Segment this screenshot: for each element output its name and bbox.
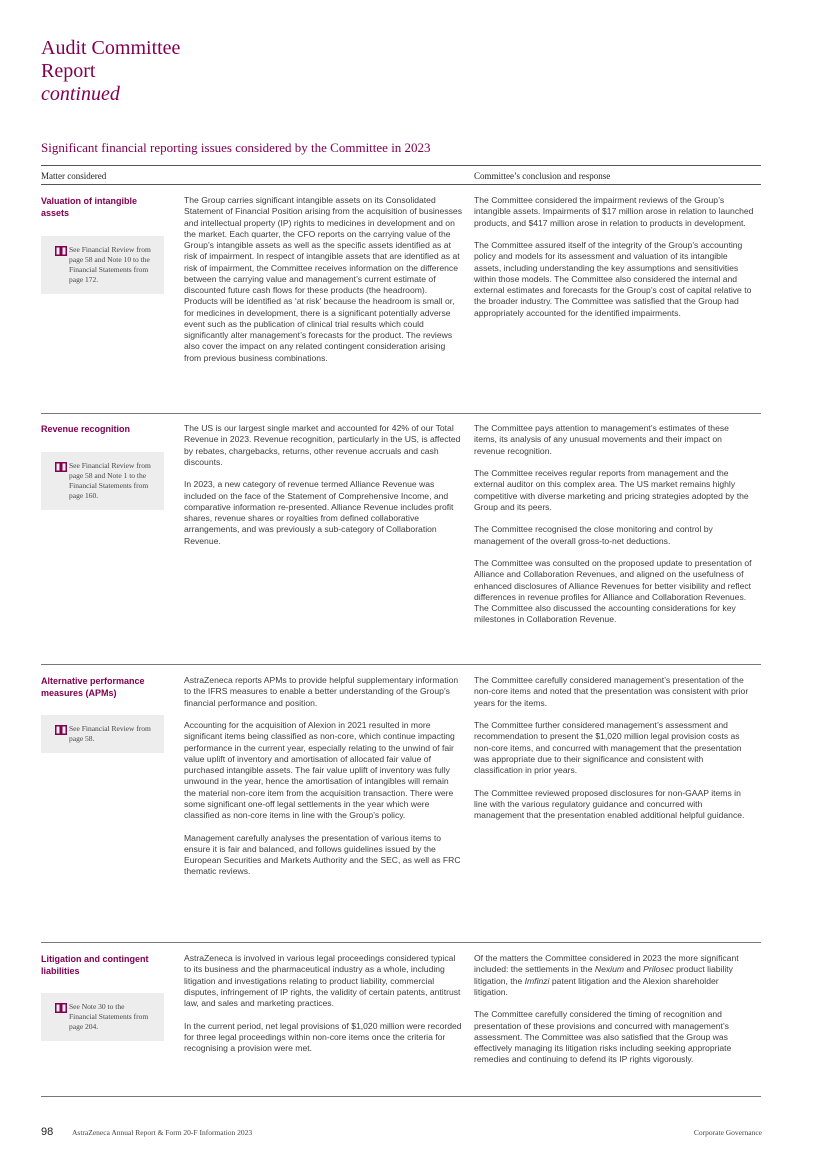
book-icon xyxy=(55,725,67,735)
conclusion-column-header: Committee’s conclusion and response xyxy=(474,171,611,181)
row-title: Litigation and contingent liabilities xyxy=(41,954,149,976)
cross-reference-box xyxy=(41,452,164,510)
matter-text: The US is our largest single market and accounted for 42% of our Total Revenue in 2023. Revenue recognition, particularly in the US, is affected by rebates, chargebacks, returns, other revenue accruals and cash discounts. In 2023, a new category of revenue termed Alliance Revenue was included on the face of the Statement of Comprehensive Income, and comparative information re-presented. Alliance Revenue includes profit shares, revenue shares or royalties from defined collaborative arrangements, and was previously a sub-category of Collaboration Revenue. xyxy=(184,423,461,546)
book-icon xyxy=(55,246,67,256)
conclusion-text: The Committee considered the impairment reviews of the Group’s intangible assets. Impairments of $17 million arose in relation to launched products, and $417 million arose in relation to products in development. The Committee assured itself of the integrity of the Group’s accounting policy and models for its assessment and valuation of its intangible assets, including understanding the key assumptions and sensitivities within those models. The Committee also considered the internal and external estimates and forecasts for the Group’s cost of capital relative to the broader industry. The Committee was satisfied that the Group had appropriately accounted for the identified impairments. xyxy=(474,195,754,318)
row-title: Valuation of intangible assets xyxy=(41,196,138,218)
matter-column-header: Matter considered xyxy=(41,171,107,181)
divider xyxy=(41,165,761,166)
row-title: Revenue recognition xyxy=(41,424,131,434)
title-line-2: Report xyxy=(41,60,96,82)
book-icon xyxy=(55,462,67,472)
title-line-1: Audit Committee xyxy=(41,37,181,59)
cross-reference-box xyxy=(41,715,164,753)
divider xyxy=(41,413,761,414)
product-name: Imfinzi xyxy=(524,975,550,986)
page-title xyxy=(41,37,180,106)
page-number: 98 xyxy=(41,1126,54,1138)
conclusion-text: Of the matters the Committee considered in 2023 the more significant included: the settlements in the Nexium and Prilosec product liability litigation, the Imfinzi patent litigation and the Alexion shareholder litigation. The Committee carefully considered the timing of recognition and presentation of these provisions and concurred with management’s assessment. The Committee was also satisfied that the Group was effectively managing its litigation risks including seeking appropriate remedies and continuing to defend its IP rights vigorously. xyxy=(474,953,754,1077)
cross-reference-text[interactable]: See Financial Review from page 58 and Note 1 to the Financial Statements from page 160. xyxy=(69,461,151,500)
cross-reference-text[interactable]: See Financial Review from page 58. xyxy=(69,724,151,743)
cross-reference-box xyxy=(41,236,164,294)
section-name: Corporate Governance xyxy=(693,1128,762,1137)
matter-text: AstraZeneca is involved in various legal proceedings considered typical to its business and the pharmaceutical industry as a whole, including litigation and investigations relating to product liability, commercial disputes, infringement of IP rights, the validity of certain patents, antitrust law, and sales and marketing practices. In the current period, net legal provisions of $1,020 million were recorded for three legal proceedings within non-core items once the criteria for recognising a provision were met. xyxy=(184,953,462,1053)
divider xyxy=(41,942,761,943)
section-heading: Significant financial reporting issues considered by the Committee in 2023 xyxy=(41,140,431,155)
cross-reference-text[interactable]: See Note 30 to the Financial Statements from page 204. xyxy=(69,1002,149,1031)
matter-text: AstraZeneca reports APMs to provide helpful supplementary information to the IFRS measures to enable a better understanding of the Group’s financial performance and position. Accounting for the acquisition of Alexion in 2021 resulted in more significant items being classified as non-core, which continue impacting performance in the current year, especially relating to the unwind of fair value uplift of inventory and amortisation of allocated fair value of purchased intangible assets. The fair value uplift of inventory was fully unwound in the year, hence the amortisation of intangibles will remain the material non-core item from the acquisition transaction. There were some significant one-off legal settlements in the year which were classified as non-core items in line with the Group’s policy. Management carefully analyses the presentation of various items to ensure it is fair and balanced, and follows guidelines issued by the European Securities and Markets Authority and the SEC, as well as FRC thematic reviews. xyxy=(184,675,461,877)
row-title: Alternative performance measures (APMs) xyxy=(41,676,145,698)
conclusion-paragraph: Of the matters the Committee considered in 2023 the more significant included: the settlements in the Nexium and Prilosec product liability litigation, the Imfinzi patent litigation and the Alexion shareholder litigation. xyxy=(474,953,739,997)
cross-reference-text[interactable]: See Financial Review from page 58 and Note 10 to the Financial Statements from page 172. xyxy=(69,245,151,284)
product-name: Prilosec xyxy=(643,964,674,975)
divider xyxy=(41,664,761,665)
conclusion-text: The Committee pays attention to management’s estimates of these items, its analysis of any unusual movements and their impact on revenue recognition. The Committee receives regular reports from management and the external auditor on this complex area. The US market remains highly competitive with diverse marketing and pricing strategies adopted by the Group and its peers. The Committee recognised the close monitoring and control by management of the overall gross-to-net deductions. The Committee was consulted on the proposed update to presentation of Alliance and Collaboration Revenues, and aligned on the usefulness of enhanced disclosures of Alliance Revenues for better visibility and reflect differences in revenue profiles for Alliance and Collaboration Revenues. The Committee also discussed the accounting considerations for key milestones in Collaboration Revenue. xyxy=(474,423,752,625)
matter-text: The Group carries significant intangible assets on its Consolidated Statement of Financial Position arising from the acquisition of businesses and intellectual property (IP) rights to medicines in development and on the market. Each quarter, the CFO reports on the carrying value of the Group’s intangible assets as well as the specific assets identified as at risk of impairment. In respect of intangible assets that are identified as at risk of impairment, the Committee receives information on the difference between the carrying value and management’s current estimate of discounted future cash flows for these products (the headroom). Products will be identified as ‘at risk’ because the headroom is small or, for medicines in development, there is a significant potentially adverse event such as the publication of clinical trial results which could significantly alter management’s forecasts for the product. The reviews also cover the impact on any related contingent consideration arising from previous business combinations. xyxy=(184,195,463,363)
cross-reference-box xyxy=(41,993,164,1041)
divider xyxy=(41,184,761,185)
title-continued: continued xyxy=(41,83,120,105)
conclusion-text: The Committee carefully considered management’s presentation of the non-core items and noted that the presentation was consistent with prior years for the items. The Committee further considered management’s assessment and recommendation to present the $1,020 million legal provision costs as non-core items, and concurred with management that the presentation was appropriate due to their significance and consistent with classification in prior years. The Committee reviewed proposed disclosures for non-GAAP items in line with the various regulatory guidance and concurred with management that the presentation enabled additional helpful guidance. xyxy=(474,675,749,820)
book-icon xyxy=(55,1003,67,1013)
publication-name: AstraZeneca Annual Report & Form 20-F Information 2023 xyxy=(72,1128,253,1137)
divider xyxy=(41,1096,761,1097)
product-name: Nexium xyxy=(594,964,625,975)
